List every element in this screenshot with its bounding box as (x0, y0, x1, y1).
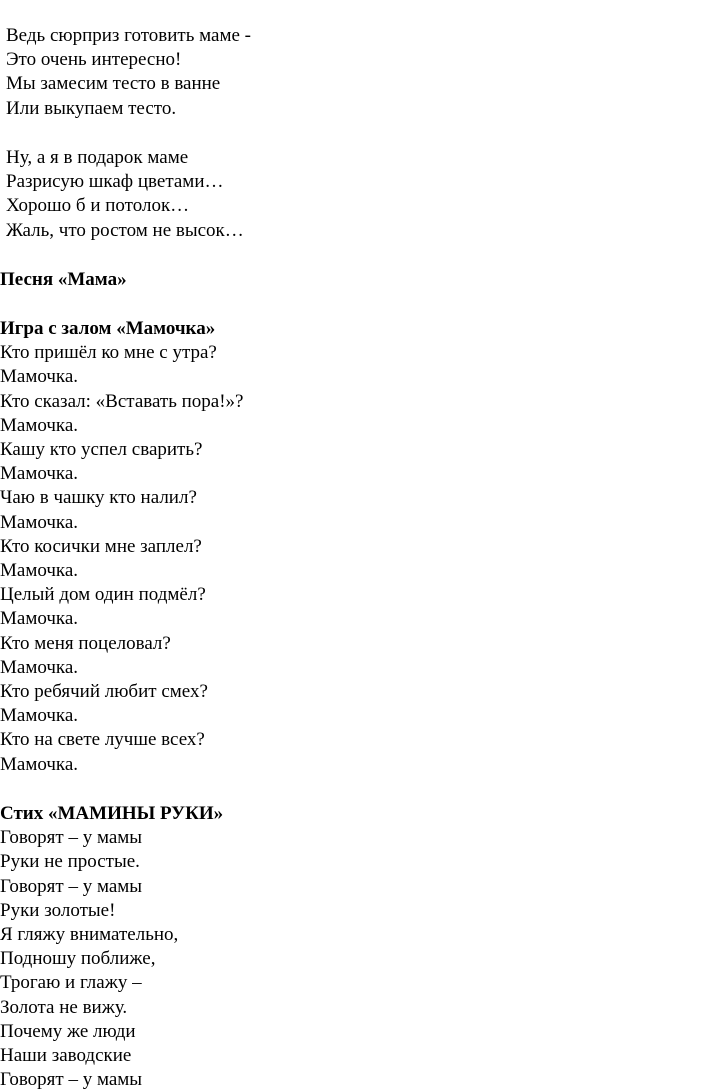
poem-line: Подношу поближе, (0, 948, 156, 970)
poem-line: Говорят – у мамы (0, 1069, 143, 1091)
game-line: Мамочка. (0, 753, 79, 775)
stanza-1 (0, 24, 251, 121)
text-line: Ведь сюрприз готовить маме - (6, 25, 251, 46)
game-line: Кто косички мне заплел? (0, 535, 202, 557)
poem-line: Руки не простые. (0, 851, 140, 873)
text-line: Жаль, что ростом не высок… (6, 219, 244, 241)
text-line: Мы замесим тесто в ванне (6, 73, 221, 95)
game-line: Кашу кто успел сварить? (0, 439, 203, 461)
game-line: Кто ребячий любит смех? (0, 681, 208, 703)
game-line: Мамочка. (0, 511, 79, 533)
poem-section (0, 802, 223, 1092)
text-line: Это очень интересно! (6, 49, 182, 71)
poem-line: Руки золотые! (0, 899, 116, 921)
game-line: Кто сказал: «Вставать пора!»? (0, 390, 244, 412)
poem-line: Наши заводские (0, 1045, 132, 1067)
game-line: Мамочка. (0, 560, 79, 582)
game-line: Кто на свете лучше всех? (0, 729, 205, 751)
game-line: Мамочка. (0, 414, 79, 436)
game-title: Игра с залом «Мамочка» (0, 318, 216, 339)
poem-line: Почему же люди (0, 1020, 136, 1042)
game-section (0, 317, 244, 777)
game-line: Мамочка. (0, 656, 79, 678)
stanza-2 (0, 146, 244, 243)
poem-line: Говорят – у мамы (0, 875, 143, 897)
poem-line: Трогаю и глажу – (0, 972, 142, 994)
text-line: Или выкупаем тесто. (6, 97, 177, 119)
game-line: Кто меня поцеловал? (0, 632, 171, 654)
game-line: Мамочка. (0, 366, 79, 388)
game-line: Мамочка. (0, 705, 79, 727)
poem-line: Я гляжу внимательно, (0, 924, 179, 946)
game-line: Чаю в чашку кто налил? (0, 487, 197, 509)
song-title: Песня «Мама» (0, 269, 127, 290)
game-line: Мамочка. (0, 463, 79, 485)
text-line: Разрисую шкаф цветами… (6, 171, 224, 193)
text-line: Ну, а я в подарок маме (6, 147, 189, 168)
text-line: Хорошо б и потолок… (6, 195, 190, 217)
game-line: Целый дом один подмёл? (0, 584, 206, 606)
game-line: Кто пришёл ко мне с утра? (0, 342, 217, 364)
poem-line: Говорят – у мамы (0, 827, 143, 849)
game-line: Мамочка. (0, 608, 79, 630)
poem-line: Золота не вижу. (0, 996, 128, 1018)
poem-title: Стих «МАМИНЫ РУКИ» (0, 803, 224, 824)
